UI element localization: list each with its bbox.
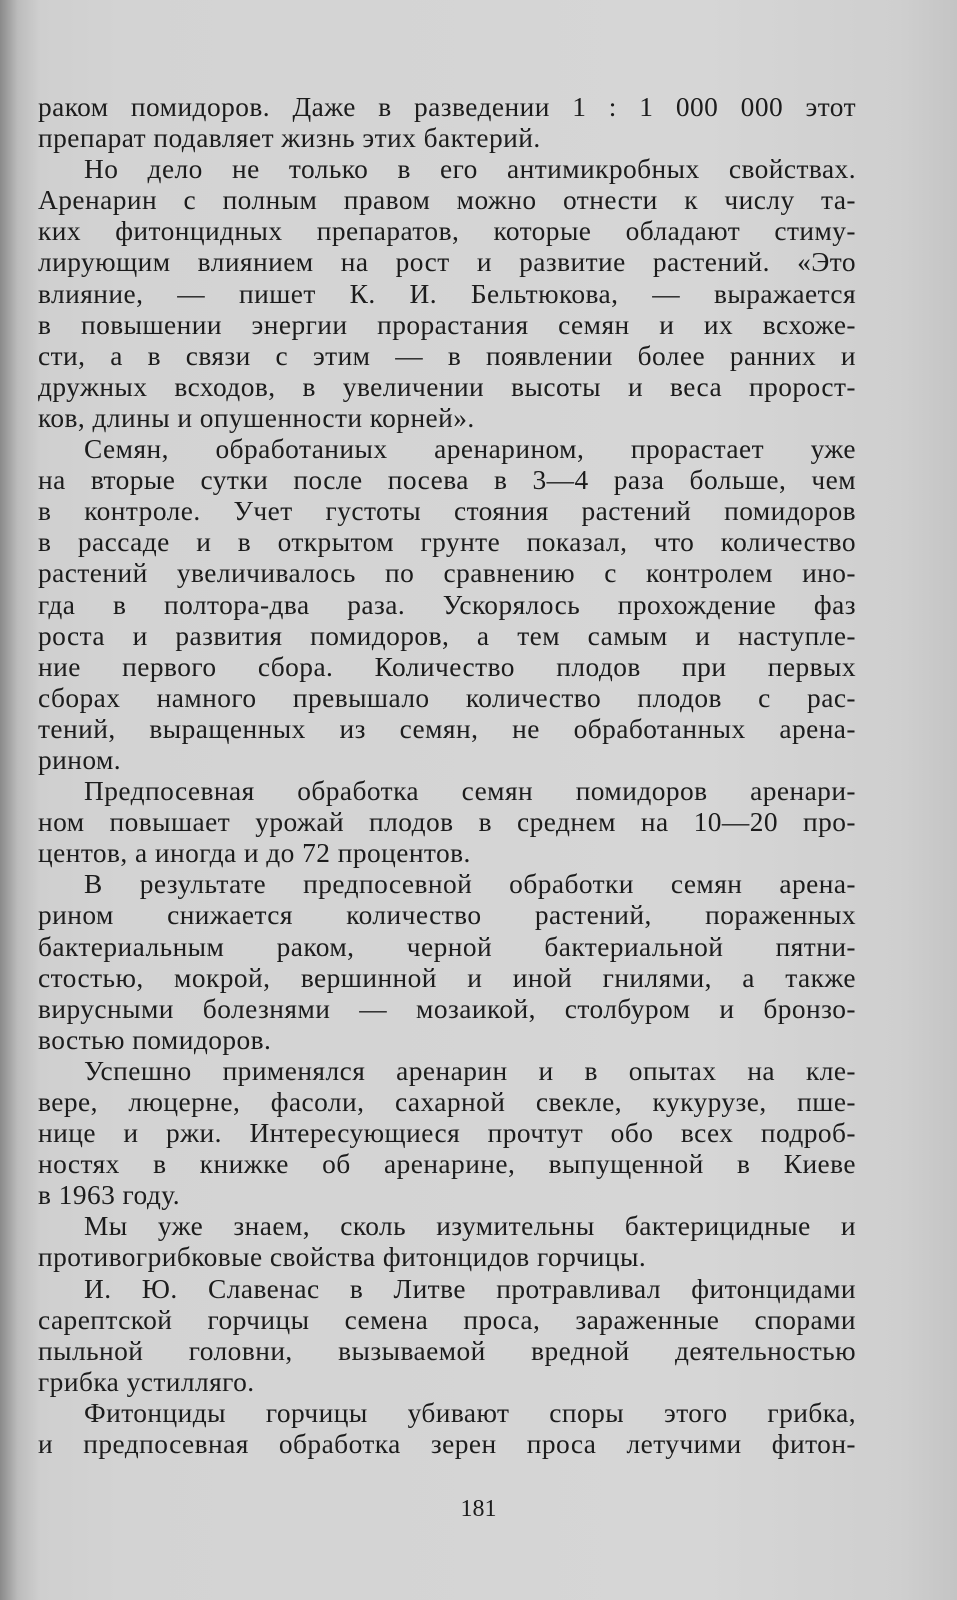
text-line: И. Ю. Славенас в Литве протравливал фитонцидами bbox=[84, 1273, 856, 1304]
text-line: влияние, — пишет К. И. Бельтюкова, — выражается bbox=[38, 278, 856, 309]
text-line: в рассаде и в открытом грунте показал, что количество bbox=[38, 527, 856, 558]
text-line: ких фитонцидных препаратов, которые обладают стиму- bbox=[38, 216, 856, 247]
text-line: пыльной головни, вызываемой вредной деятельностью bbox=[38, 1335, 856, 1366]
text-line: рином снижается количество растений, пораженных bbox=[38, 900, 856, 931]
text-line: бактериальным раком, черной бактериальной пятни- bbox=[38, 931, 856, 962]
text-line: и предпосевная обработка зерен проса летучими фитон- bbox=[38, 1429, 856, 1460]
page-number: 181 bbox=[460, 1496, 497, 1522]
text-line: стостью, мокрой, вершинной и иной гнилями, а также bbox=[38, 962, 856, 993]
text-line: рином. bbox=[38, 744, 122, 775]
text-line: Фитонциды горчицы убивают споры этого грибка, bbox=[84, 1397, 856, 1428]
text-line: ном повышает урожай плодов в среднем на 10—20 про- bbox=[38, 807, 856, 838]
text-line: на вторые сутки после посева в 3—4 раза больше, чем bbox=[38, 465, 856, 496]
text-line: вере, люцерне, фасоли, сахарной свекле, кукурузе, пше- bbox=[38, 1087, 856, 1117]
body-text bbox=[38, 92, 856, 1460]
text-line: нице и ржи. Интересующиеся прочтут обо всех подроб- bbox=[38, 1118, 856, 1149]
text-line: лирующим влиянием на рост и развитие растений. «Это bbox=[38, 247, 856, 278]
text-line: раком помидоров. Даже в разведении 1 : 1 000 000 этот bbox=[38, 92, 856, 122]
text-line: грибка устилляго. bbox=[38, 1366, 255, 1397]
text-line: в контроле. Учет густоты стояния растений помидоров bbox=[38, 496, 856, 527]
text-line: роста и развития помидоров, а тем самым и наступле- bbox=[38, 620, 856, 651]
text-line: сборах намного превышало количество плодов с рас- bbox=[38, 682, 856, 713]
text-line: Семян, обработаниых аренарином, прорастает уже bbox=[84, 434, 856, 465]
text-line: сти, а в связи с этим — в появлении более ранних и bbox=[38, 340, 856, 371]
text-line: Но дело не только в его антимикробных свойствах. bbox=[84, 154, 856, 185]
text-line: востью помидоров. bbox=[38, 1024, 272, 1055]
text-line: растений увеличивалось по сравнению с контролем ино- bbox=[38, 558, 856, 589]
text-line: ностях в книжке об аренарине, выпущенной в Киеве bbox=[38, 1149, 856, 1180]
text-line: препарат подавляет жизнь этих бактерий. bbox=[38, 123, 541, 154]
text-line: Успешно применялся аренарин и в опытах на кле- bbox=[84, 1055, 856, 1086]
text-line: ние первого сбора. Количество плодов при первых bbox=[38, 651, 856, 682]
text-line: тений, выращенных из семян, не обработанных арена- bbox=[38, 713, 856, 744]
text-line: Мы уже знаем, сколь изумительны бактерицидные и bbox=[84, 1211, 856, 1242]
text-line: в повышении энергии прорастания семян и их всхоже- bbox=[38, 309, 856, 340]
text-line: вирусными болезнями — мозаикой, столбуром и бронзо- bbox=[38, 993, 856, 1024]
text-line: дружных всходов, в увеличении высоты и веса пророст- bbox=[38, 371, 856, 402]
text-line: Предпосевная обработка семян помидоров аренари- bbox=[84, 776, 856, 807]
text-line: В результате предпосевной обработки семян арена- bbox=[84, 869, 856, 900]
text-line: гда в полтора-два раза. Ускорялось прохождение фаз bbox=[38, 589, 856, 620]
text-line: центов, а иногда и до 72 процентов. bbox=[38, 838, 471, 869]
text-line: сарептской горчицы семена проса, зараженные спорами bbox=[38, 1304, 856, 1335]
text-line: Аренарин с полным правом можно отнести к числу та- bbox=[38, 185, 856, 216]
text-line: в 1963 году. bbox=[38, 1180, 181, 1211]
text-line: ков, длины и опушенности корней». bbox=[38, 402, 475, 433]
text-line: противогрибковые свойства фитонцидов горчицы. bbox=[38, 1242, 647, 1273]
